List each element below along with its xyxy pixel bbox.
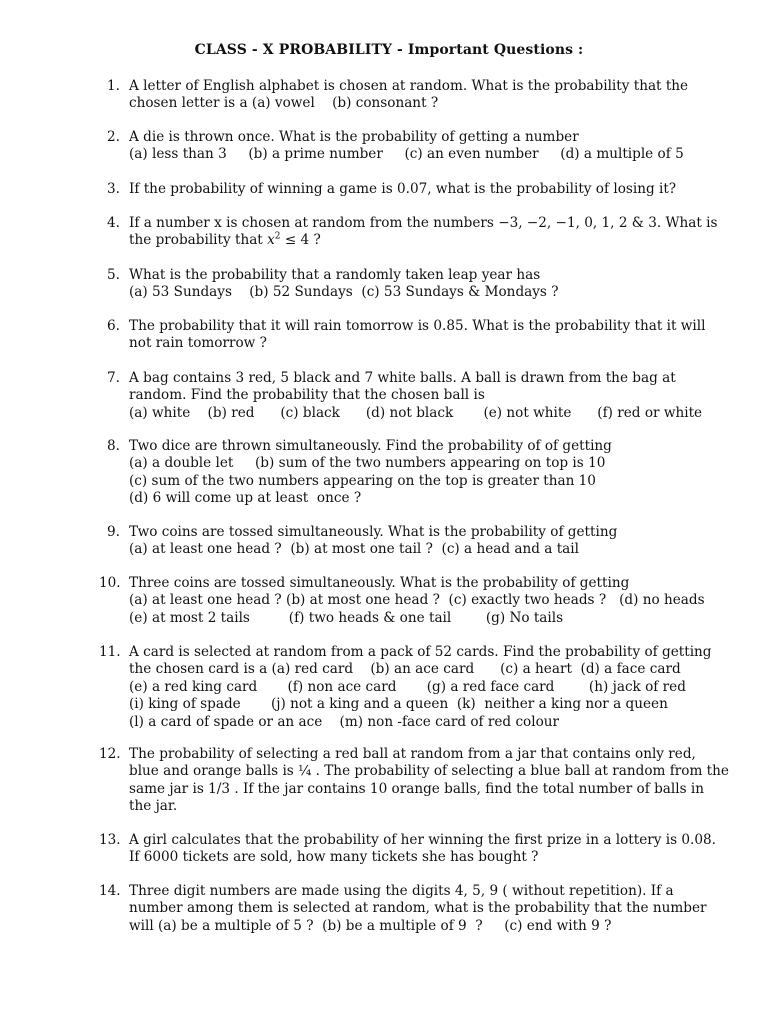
question-line: same jar is 1/3 . If the jar contains 10 orange balls, find the total number of balls in bbox=[129, 780, 704, 797]
question-13 bbox=[99, 832, 716, 867]
question-line: A die is thrown once. What is the probability of getting a number bbox=[129, 129, 579, 145]
question-9 bbox=[107, 524, 707, 559]
question-6 bbox=[107, 318, 707, 353]
question-line: A girl calculates that the probability of her winning the first prize in a lottery is 0.08. bbox=[129, 832, 716, 848]
question-line: Two coins are tossed simultaneously. What is the probability of getting bbox=[129, 524, 618, 540]
question-14 bbox=[99, 883, 707, 935]
question-line: (e) at most 2 tails (f) two heads & one tail (g) No tails bbox=[129, 609, 564, 626]
question-line: A card is selected at random from a pack of 52 cards. Find the probability of getting bbox=[129, 644, 712, 660]
question-line: Three coins are tossed simultaneously. What is the probability of getting bbox=[129, 575, 630, 591]
question-line: random. Find the probability that the chosen ball is bbox=[129, 387, 485, 404]
question-number: 10. bbox=[99, 575, 121, 591]
question-number: 1. bbox=[107, 78, 120, 94]
question-5 bbox=[107, 267, 707, 302]
question-number: 13. bbox=[99, 832, 121, 848]
question-line: the jar. bbox=[129, 798, 178, 815]
question-line: What is the probability that a randomly taken leap year has bbox=[129, 267, 541, 283]
question-1 bbox=[107, 78, 707, 113]
question-line: (c) sum of the two numbers appearing on the top is greater than 10 bbox=[129, 472, 596, 489]
question-line: chosen letter is a (a) vowel (b) consonant ? bbox=[129, 95, 439, 112]
question-line: the chosen card is a (a) red card (b) an ace card (c) a heart (d) a face card bbox=[129, 661, 681, 678]
question-line: not rain tomorrow ? bbox=[129, 335, 267, 352]
question-line: Three digit numbers are made using the digits 4, 5, 9 ( without repetition). If a bbox=[129, 883, 674, 899]
question-line: (a) 53 Sundays (b) 52 Sundays (c) 53 Sundays & Mondays ? bbox=[129, 284, 559, 301]
question-3 bbox=[107, 181, 707, 198]
question-number: 11. bbox=[99, 644, 121, 660]
question-line: (a) white (b) red (c) black (d) not black (e) not white (f) red or white bbox=[129, 404, 703, 421]
math-variable: x bbox=[267, 232, 275, 249]
question-line: If 6000 tickets are sold, how many tickets she has bought ? bbox=[129, 849, 539, 866]
question-line: If a number x is chosen at random from the numbers −3, −2, −1, 0, 1, 2 & 3. What is bbox=[129, 215, 718, 231]
question-line: the probability that bbox=[129, 232, 268, 249]
question-line: If the probability of winning a game is 0.07, what is the probability of losing it? bbox=[129, 181, 677, 197]
question-7 bbox=[107, 370, 707, 422]
question-number: 7. bbox=[107, 370, 120, 386]
question-number: 8. bbox=[107, 438, 120, 454]
question-line: ≤ 4 ? bbox=[280, 232, 321, 249]
question-11 bbox=[99, 644, 712, 731]
question-number: 12. bbox=[99, 746, 121, 762]
question-line: blue and orange balls is ¼ . The probability of selecting a blue ball at random from the bbox=[129, 763, 729, 780]
question-line: number among them is selected at random, what is the probability that the number bbox=[129, 900, 707, 917]
math-exponent: 2 bbox=[274, 231, 281, 242]
question-line: A bag contains 3 red, 5 black and 7 white balls. A ball is drawn from the bag at bbox=[129, 370, 676, 386]
question-number: 5. bbox=[107, 267, 120, 283]
question-line: (a) less than 3 (b) a prime number (c) an even number (d) a multiple of 5 bbox=[129, 146, 684, 163]
question-number: 3. bbox=[107, 181, 120, 197]
question-8 bbox=[107, 438, 707, 508]
question-line: will (a) be a multiple of 5 ? (b) be a multiple of 9 ? (c) end with 9 ? bbox=[129, 917, 612, 934]
question-line: (a) at least one head ? (b) at most one tail ? (c) a head and a tail bbox=[129, 541, 579, 558]
question-line: (a) at least one head ? (b) at most one head ? (c) exactly two heads ? (d) no heads bbox=[129, 592, 705, 609]
question-number: 6. bbox=[107, 318, 120, 334]
question-line: The probability of selecting a red ball at random from a jar that contains only red, bbox=[129, 746, 696, 762]
question-2 bbox=[107, 129, 707, 164]
question-line: (l) a card of spade or an ace (m) non -face card of red colour bbox=[129, 713, 560, 730]
question-number: 14. bbox=[99, 883, 121, 899]
question-line: The probability that it will rain tomorrow is 0.85. What is the probability that it will bbox=[129, 318, 706, 334]
question-line: (e) a red king card (f) non ace card (g) a red face card (h) jack of red bbox=[129, 678, 686, 695]
question-line: (i) king of spade (j) not a king and a queen (k) neither a king nor a queen bbox=[129, 696, 668, 713]
question-4 bbox=[107, 215, 718, 250]
question-line: Two dice are thrown simultaneously. Find the probability of of getting bbox=[129, 438, 612, 454]
question-12 bbox=[99, 746, 729, 816]
question-line: A letter of English alphabet is chosen at random. What is the probability that the bbox=[129, 78, 689, 94]
question-number: 4. bbox=[107, 215, 120, 231]
question-line: (a) a double let (b) sum of the two numbers appearing on top is 10 bbox=[129, 455, 606, 472]
question-line: (d) 6 will come up at least once ? bbox=[129, 490, 362, 507]
document-title: CLASS - X PROBABILITY - Important Questions : bbox=[194, 42, 584, 58]
question-number: 9. bbox=[107, 524, 120, 540]
question-10 bbox=[99, 575, 707, 627]
question-number: 2. bbox=[107, 129, 120, 145]
